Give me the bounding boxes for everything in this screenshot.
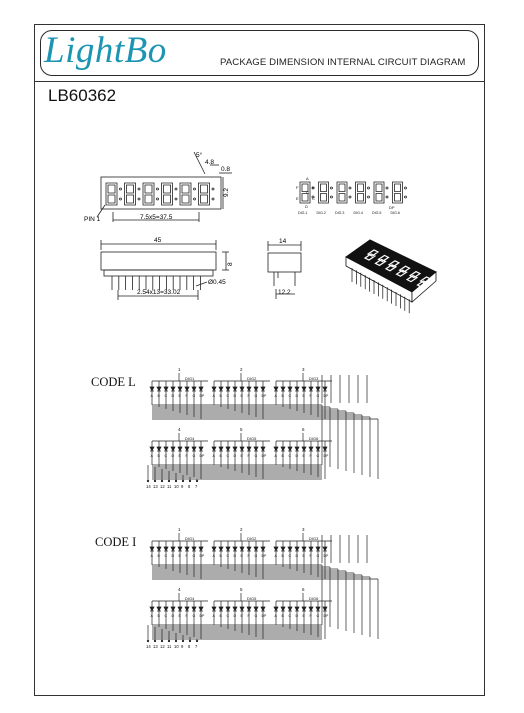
segment-letter: B [219, 394, 222, 398]
dim-side-b: 12.2 [278, 289, 291, 296]
digit-number: 2 [240, 367, 243, 372]
front-digit [162, 183, 178, 205]
pin-number: 13 [153, 484, 158, 489]
segment-letter: DP [261, 614, 267, 618]
layout-digit-label: DIG.2 [316, 211, 326, 215]
digit-number: 6 [302, 427, 305, 432]
segment-letter: DP [323, 614, 329, 618]
segment-letter: G [316, 554, 320, 558]
digit-number: 3 [302, 367, 305, 372]
segment-letter: B [219, 454, 222, 458]
segment-letter: F [247, 394, 250, 398]
front-digit [106, 183, 122, 205]
layout-digit-label: DIG.1 [298, 211, 308, 215]
segment-letter: C [288, 394, 292, 398]
pin-number: 11 [167, 484, 172, 489]
segment-letter: A [150, 394, 153, 398]
segment-letter: B [157, 394, 160, 398]
layout-digit-label: DIG.3 [335, 211, 345, 215]
segment-letter: E [240, 394, 243, 398]
segment-letter: A [212, 614, 215, 618]
layout-digit [393, 182, 407, 203]
segment-layout [300, 182, 407, 203]
segment-letter: DP [199, 614, 205, 618]
layout-seg-c: C [312, 196, 315, 201]
segment-letter: A [274, 394, 277, 398]
digit-name: DIG1 [185, 536, 195, 541]
segment-letter: E [302, 554, 305, 558]
dim-pitch: 7.5x5=37.5 [140, 214, 173, 221]
segment-letter: B [219, 554, 222, 558]
segment-letter: D [233, 454, 237, 458]
segment-letter: A [274, 614, 277, 618]
segment-letter: A [212, 394, 215, 398]
segment-letter: G [254, 554, 258, 558]
segment-letter: DP [323, 554, 329, 558]
segment-letter: C [164, 454, 168, 458]
segment-letter: E [240, 554, 243, 558]
digit-name: DIG3 [309, 376, 319, 381]
pin-number: 8 [188, 484, 191, 489]
segment-letter: DP [261, 554, 267, 558]
segment-letter: G [192, 394, 196, 398]
segment-letter: E [178, 454, 181, 458]
segment-letter: B [281, 554, 284, 558]
pin-number: 12 [160, 484, 165, 489]
segment-letter: C [226, 394, 230, 398]
layout-dp-label: DP [389, 205, 395, 210]
digit-number: 4 [178, 427, 181, 432]
front-digits [106, 183, 214, 205]
segment-letter: D [295, 454, 299, 458]
layout-digit-label: DIG.6 [390, 211, 400, 215]
segment-letter: C [288, 454, 292, 458]
digit-number: 5 [240, 587, 243, 592]
layout-seg-e: E [296, 196, 299, 201]
segment-letter: G [316, 614, 320, 618]
segment-letter: B [157, 614, 160, 618]
digit-number: 5 [240, 427, 243, 432]
segment-letter: E [240, 614, 243, 618]
segment-letter: D [295, 554, 299, 558]
segment-letter: C [288, 554, 292, 558]
layout-digit [356, 182, 370, 203]
segment-letter: B [281, 394, 284, 398]
segment-letter: D [295, 394, 299, 398]
isometric-view [346, 240, 436, 313]
front-digit [199, 183, 215, 205]
pin-number: 13 [153, 644, 158, 649]
layout-seg-g: G [306, 190, 310, 195]
segment-letter: G [192, 454, 196, 458]
segment-letter: G [254, 394, 258, 398]
layout-digit [319, 182, 333, 203]
pin-number: 10 [174, 644, 179, 649]
segment-letter: C [164, 394, 168, 398]
segment-letter: E [302, 454, 305, 458]
segment-letter: E [240, 454, 243, 458]
segment-letter: C [164, 614, 168, 618]
segment-letter: G [254, 454, 258, 458]
pin-number: 14 [146, 644, 151, 649]
segment-letter: E [302, 394, 305, 398]
segment-letter: B [157, 554, 160, 558]
layout-digit [374, 182, 388, 203]
layout-digit [337, 182, 351, 203]
segment-letter: D [171, 394, 175, 398]
digit-number: 4 [178, 587, 181, 592]
segment-letter: A [274, 554, 277, 558]
segment-letter: F [185, 554, 188, 558]
segment-letter: A [150, 554, 153, 558]
segment-letter: C [226, 614, 230, 618]
segment-letter: F [247, 454, 250, 458]
segment-letter: G [316, 394, 320, 398]
pin-number: 14 [146, 484, 151, 489]
segment-letter: B [157, 454, 160, 458]
segment-letter: E [302, 614, 305, 618]
digit-number: 6 [302, 587, 305, 592]
digit-number: 2 [240, 527, 243, 532]
segment-letter: F [185, 454, 188, 458]
dim-pin-span: 2.54x13=33.02 [137, 289, 181, 296]
digit-name: DIG2 [247, 376, 257, 381]
segment-letter: B [219, 614, 222, 618]
pin-number: 7 [195, 644, 198, 649]
brand-logo: LightBo [44, 30, 167, 71]
segment-letter: DP [199, 394, 205, 398]
segment-letter: A [150, 614, 153, 618]
digit-number: 3 [302, 527, 305, 532]
segment-letter: F [247, 554, 250, 558]
front-digit [143, 183, 159, 205]
segment-letter: E [178, 554, 181, 558]
pin1-label: PIN 1 [84, 216, 101, 223]
digit-name: DIG5 [247, 596, 257, 601]
segment-letter: D [171, 614, 175, 618]
digit-name: DIG6 [309, 436, 319, 441]
segment-letter: DP [199, 554, 205, 558]
dim-height: 8 [227, 262, 234, 266]
segment-letter: DP [261, 454, 267, 458]
segment-letter: B [281, 454, 284, 458]
digit-name: DIG4 [185, 596, 195, 601]
segment-letter: E [178, 614, 181, 618]
digit-name: DIG6 [309, 596, 319, 601]
dim-side-w: 14 [279, 238, 287, 245]
segment-letter: DP [323, 454, 329, 458]
digit-name: DIG4 [185, 436, 195, 441]
segment-letter: A [150, 454, 153, 458]
segment-letter: F [309, 454, 312, 458]
segment-letter: B [281, 614, 284, 618]
circuit-l [147, 373, 378, 482]
pin-number: 9 [181, 484, 184, 489]
pin-number: 12 [160, 644, 165, 649]
segment-letter: D [233, 614, 237, 618]
layout-seg-f: F [296, 185, 299, 190]
segment-letter: D [171, 554, 175, 558]
segment-letter: A [212, 554, 215, 558]
segment-letter: F [309, 554, 312, 558]
pin-number: 11 [167, 644, 172, 649]
front-digit [125, 183, 141, 205]
segment-letter: D [295, 614, 299, 618]
segment-letter: G [192, 614, 196, 618]
layout-digit-label: DIG.4 [353, 211, 363, 215]
segment-letter: DP [323, 394, 329, 398]
pin-number: 9 [181, 644, 184, 649]
layout-seg-d: D [305, 204, 308, 209]
segment-letter: C [226, 554, 230, 558]
part-number: LB60362 [48, 86, 117, 105]
segment-letter: A [212, 454, 215, 458]
dim-d3: 9.2 [223, 187, 230, 197]
segment-letter: DP [199, 454, 205, 458]
circuit-diagrams [146, 367, 378, 649]
segment-letter: G [316, 454, 320, 458]
code-i-label: CODE I [95, 535, 137, 549]
segment-letter: F [309, 394, 312, 398]
segment-letter: D [233, 394, 237, 398]
digit-name: DIG2 [247, 536, 257, 541]
segment-letter: D [233, 554, 237, 558]
segment-letter: G [254, 614, 258, 618]
segment-letter: F [247, 614, 250, 618]
pin-number: 10 [174, 484, 179, 489]
segment-letter: F [185, 614, 188, 618]
segment-letter: C [288, 614, 292, 618]
front-digit [180, 183, 196, 205]
segment-letter: C [226, 454, 230, 458]
segment-letter: F [185, 394, 188, 398]
digit-name: DIG1 [185, 376, 195, 381]
dim-pin-dia: Ø0.45 [208, 279, 226, 286]
dim-width: 45 [154, 237, 162, 244]
digit-number: 1 [178, 527, 181, 532]
code-l-label: CODE L [91, 375, 136, 389]
layout-digit-label: DIG.5 [372, 211, 382, 215]
layout-seg-b: B [312, 185, 315, 190]
segment-letter: G [192, 554, 196, 558]
segment-letter: E [178, 394, 181, 398]
segment-letter: F [309, 614, 312, 618]
dim-d2: 0.8 [221, 166, 231, 173]
layout-seg-a: A [306, 176, 309, 181]
segment-letter: DP [261, 394, 267, 398]
dim-d1: 4.8 [205, 159, 215, 166]
circuit-i [147, 533, 378, 642]
digit-name: DIG5 [247, 436, 257, 441]
pin-number: 7 [195, 484, 198, 489]
segment-letter: A [274, 454, 277, 458]
pin-number: 8 [188, 644, 191, 649]
digit-name: DIG3 [309, 536, 319, 541]
digit-number: 1 [178, 367, 181, 372]
dim-angle: 5° [196, 152, 203, 159]
segment-letter: C [164, 554, 168, 558]
segment-letter: D [171, 454, 175, 458]
document-title: PACKAGE DIMENSION INTERNAL CIRCUIT DIAGRAM [220, 57, 466, 68]
